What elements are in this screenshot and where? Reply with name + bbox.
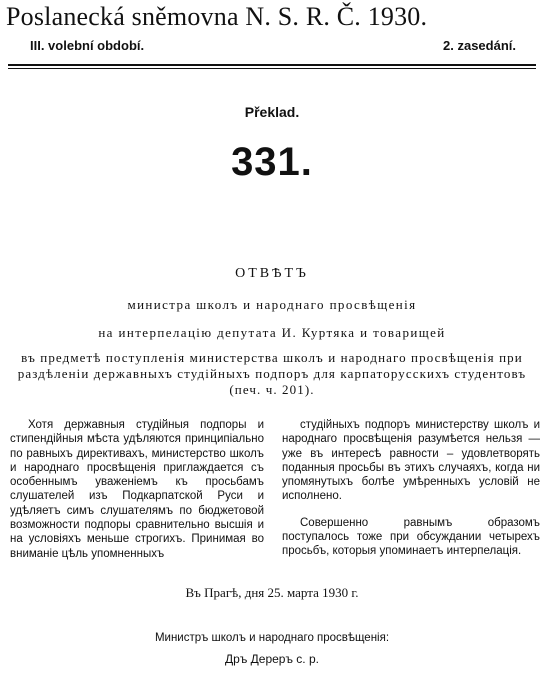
print-number: 331. <box>231 140 313 184</box>
right-paragraph-2: Совершенно равнымъ образомъ поступалось тоже при обсуждании четырехъ просьбъ, которыя упоминаетъ интерпелація. <box>282 516 540 558</box>
header-rule-thick <box>8 64 536 66</box>
signature-name: Дръ Дереръ с. р. <box>225 652 319 666</box>
parliament-title: Poslanecká sněmovna N. S. R. Č. 1930. <box>6 2 428 31</box>
right-column <box>282 418 540 559</box>
header-rule-thin <box>8 68 536 69</box>
left-column <box>10 418 264 561</box>
right-paragraph-1: студійныхъ подпоръ министерству школъ и народнаго просвѣщенія разумѣется нельзя — уже въ интересѣ равности – удовлетворять поданныя просьбы въ этихъ случаяхъ, когда ни упомянутыхъ болѣе умѣренныхъ условій не исполнено. <box>282 419 540 503</box>
session-number: 2. zasedání. <box>443 38 516 53</box>
interpellation-line: на интерпелацію депутата И. Куртяка и товарищей <box>98 325 446 340</box>
signature-title: Министръ школъ и народнаго просвѣщенія: <box>154 632 390 644</box>
left-paragraph-1: Хотя державныя студійныя подпоры и стипендійныя мѣста удѣляются принципіально по равныхъ директивахъ, министерство школъ и народнаго просвѣщенія приглаждается съ особеннымъ уваженіемъ къ просьбамъ слушателей изъ Подкарпатской Руси и удѣляетъ симъ слушателямъ по бюджетовой возможности подпоры сравнительно высшія и на условіяхъ меньше строгихъ. Принимая во вниманіе цѣль упомненныхъ <box>10 419 264 560</box>
document-heading: ОТВѢТЪ <box>235 266 309 281</box>
subject-text: въ предметѣ поступленія министерства школъ и народнаго просвѣщенія при раздѣленіи державныхъ студійныхъ подпоръ для карпаторусскихъ студентовъ (печ. ч. 201). <box>17 350 527 397</box>
translation-label: Překlad. <box>244 104 300 120</box>
electoral-term: III. volební období. <box>30 38 145 53</box>
dateline: Въ Прагѣ, дня 25. марта 1930 г. <box>185 585 359 600</box>
minister-line: министра школъ и народнаго просвѣщенія <box>127 297 417 312</box>
